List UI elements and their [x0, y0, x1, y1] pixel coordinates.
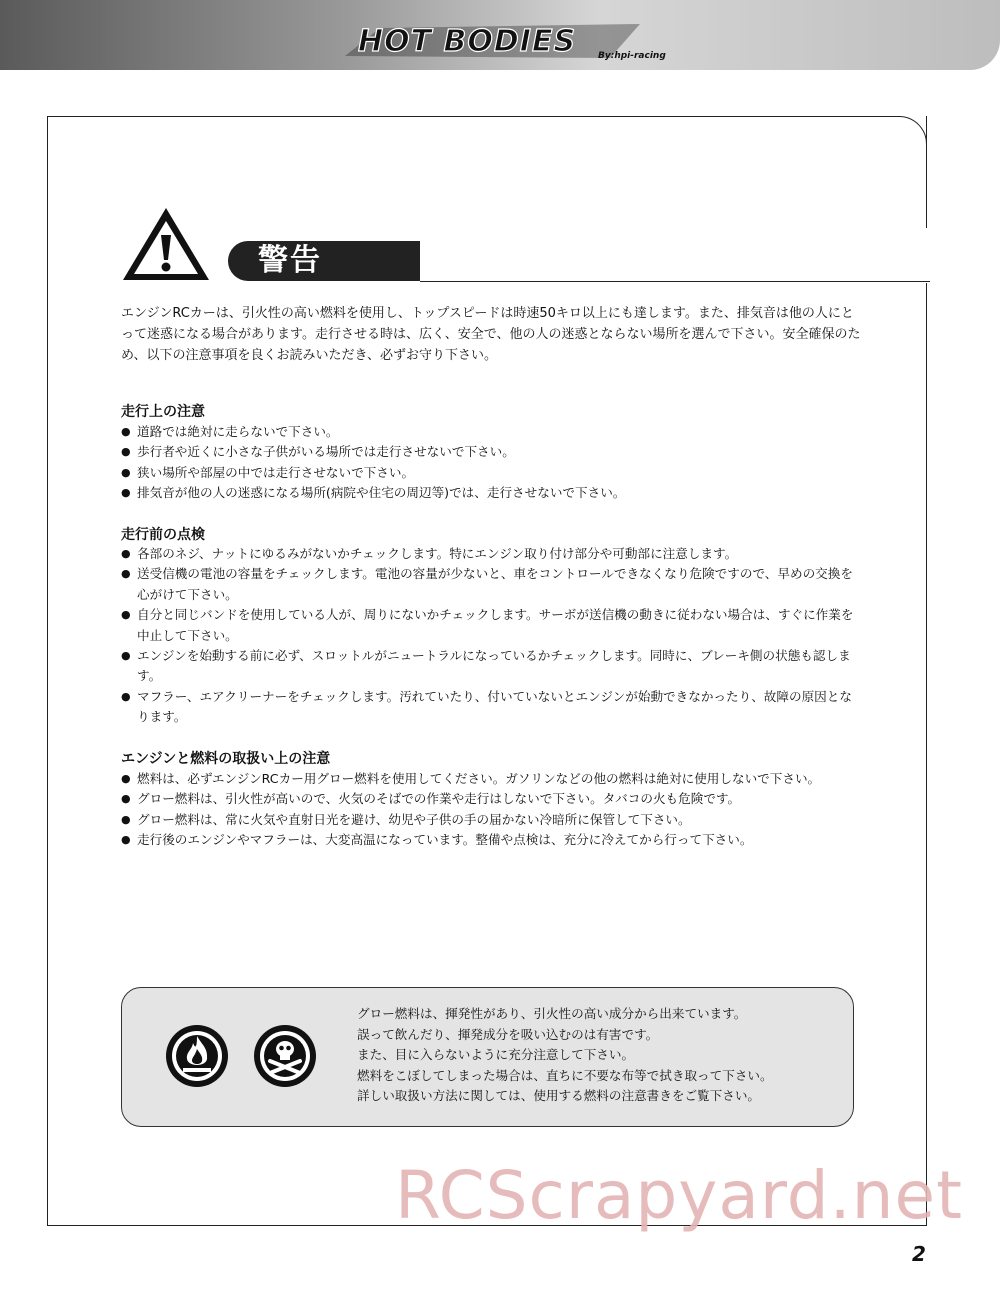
list-item: ● 歩行者や近くに小さな子供がいる場所では走行させないで下さい。: [121, 442, 861, 462]
fuel-list: [121, 769, 861, 851]
list-item: ● エンジンを始動する前に必ず、スロットルがニュートラルになっているかチェックします。同時に、ブレーキ側の状態も認します。: [121, 646, 861, 687]
warning-intro: エンジンRCカーは、引火性の高い燃料を使用し、トップスピードは時速50キロ以上にも達します。また、排気音は他の人にとって迷惑になる場合があります。走行させる時は、広く、安全で、他の人の迷惑とならない場所を選んで下さい。安全確保のため、以下の注意事項を良くお読みいただき、必ずお守り下さい。: [121, 306, 861, 363]
warning-title-bar: [228, 241, 420, 281]
inspection-list: [121, 544, 861, 728]
watermark: RCScrapyard.net: [395, 1157, 963, 1234]
svg-text:By:hpi-racing: By:hpi-racing: [598, 51, 666, 61]
driving-list: [121, 422, 861, 504]
list-item: ● 排気音が他の人の迷惑になる場所(病院や住宅の周辺等)では、走行させないで下さい。: [121, 483, 861, 503]
frame-right-edge-top: [926, 116, 927, 228]
list-item: ● 各部のネジ、ナットにゆるみがないかチェックします。特にエンジン取り付け部分や可動部に注意します。: [121, 544, 861, 564]
list-item: ● グロー燃料は、常に火気や直射日光を避け、幼児や子供の手の届かない冷暗所に保管して下さい。: [121, 810, 861, 830]
list-item: ● 自分と同じバンドを使用している人が、周りにないかチェックします。サーボが送信機の動きに従わない場合は、すぐに作業を中止して下さい。: [121, 605, 861, 646]
list-item: ● グロー燃料は、引火性が高いので、火気のそばでの作業や走行はしないで下さい。タバコの火も危険です。: [121, 789, 861, 809]
toxic-icon: [252, 1023, 318, 1089]
notice-line: 詳しい取扱い方法に関しては、使用する燃料の注意書きをご覧下さい。: [357, 1088, 760, 1104]
section-title-fuel: エンジンと燃料の取扱い上の注意: [121, 751, 331, 767]
title-underline: [420, 281, 930, 282]
flammable-icon: [164, 1023, 230, 1089]
list-item: ● 送受信機の電池の容量をチェックします。電池の容量が少ないと、車をコントロールできなくなり危険ですので、早めの交換を心がけて下さい。: [121, 564, 861, 605]
list-item: ● 走行後のエンジンやマフラーは、大変高温になっています。整備や点検は、充分に冷えてから行って下さい。: [121, 830, 861, 850]
section-title-inspection: 走行前の点検: [121, 527, 205, 543]
svg-text:HOT BODIES: HOT BODIES: [358, 24, 577, 59]
list-item: ● マフラー、エアクリーナーをチェックします。汚れていたり、付いていないとエンジンが始動できなかったり、故障の原因となります。: [121, 687, 861, 728]
notice-line: グロー燃料は、揮発性があり、引火性の高い成分から出来ています。: [357, 1006, 747, 1021]
warning-triangle-icon: [120, 205, 212, 283]
section-title-driving: 走行上の注意: [121, 404, 205, 420]
list-item: ● 燃料は、必ずエンジンRCカー用グロー燃料を使用してください。ガソリンなどの他の燃料は絶対に使用しないで下さい。: [121, 769, 861, 789]
notice-line: 誤って飲んだり、揮発成分を吸い込むのは有害です。: [357, 1026, 659, 1042]
warning-title: 警告: [258, 243, 322, 278]
page-header: [0, 0, 1000, 70]
fuel-notice-text: [357, 1004, 837, 1107]
notice-line: 燃料をこぼしてしまった場合は、直ちに不要な布等で拭き取って下さい。: [357, 1067, 773, 1083]
notice-line: また、目に入らないように充分注意して下さい。: [357, 1047, 635, 1063]
hot-bodies-logo: [340, 18, 670, 64]
page-number: 2: [912, 1242, 926, 1266]
list-item: ● 狭い場所や部屋の中では走行させないで下さい。: [121, 463, 861, 483]
frame-gap: [420, 228, 930, 283]
list-item: ● 道路では絶対に走らないで下さい。: [121, 422, 861, 442]
